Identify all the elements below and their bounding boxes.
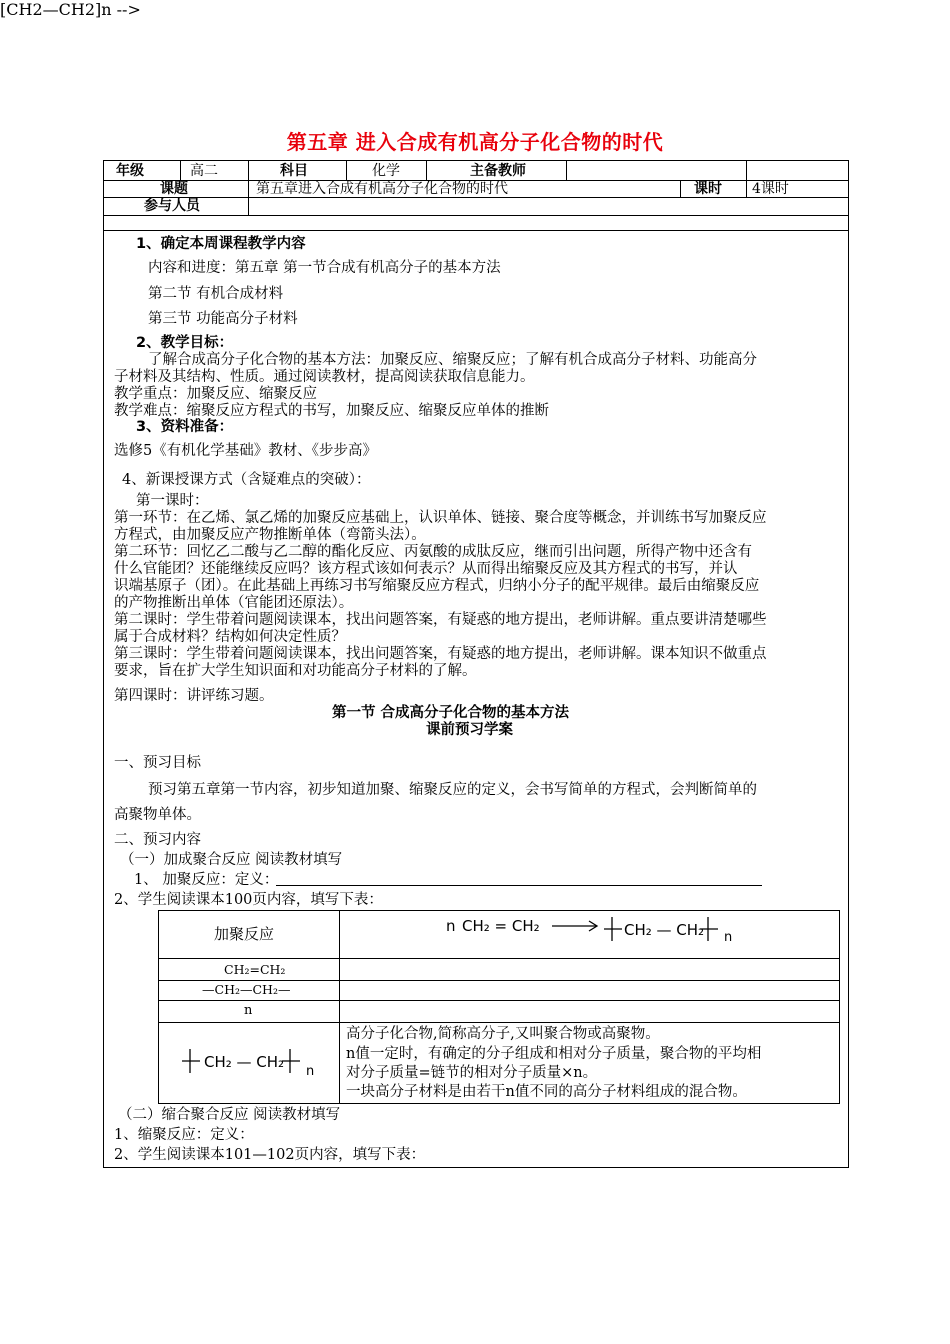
equation-polymer: CH₂ — CH₂ <box>624 921 705 939</box>
hours-value: 4课时 <box>752 181 789 197</box>
table-row-divider <box>158 1022 840 1023</box>
grid-vline <box>746 160 747 180</box>
equation-coefficient: n <box>446 917 456 935</box>
polymer-description: 高分子化合物,简称高分子,又叫聚合物或高聚物。 <box>346 1026 660 1042</box>
polymer-subscript: n <box>306 1064 315 1079</box>
table-row-label: 加聚反应 <box>214 925 275 943</box>
section-subtitle: 课前预习学案 <box>426 722 513 738</box>
subject-value: 化学 <box>372 163 400 179</box>
part1-heading: （一）加成聚合反应 阅读教材填写 <box>120 852 343 868</box>
table-row-label: CH₂=CH₂ <box>224 962 286 977</box>
section2-heading: 2、教学目标： <box>136 335 234 351</box>
section4-heading: 4、新课授课方式（含疑难点的突破）： <box>122 472 371 488</box>
preview-goal-heading: 一、预习目标 <box>114 755 201 771</box>
grid-vline <box>680 180 681 197</box>
reaction-arrow-icon <box>552 918 600 934</box>
table-row-label: —CH₂—CH₂— <box>202 982 291 997</box>
lesson-text: 第二环节：回忆乙二酸与乙二醇的酯化反应、丙氨酸的成肽反应，继而引出问题，所得产物中还含有 <box>114 544 752 560</box>
definition-blank-line <box>276 885 762 886</box>
lesson-label: 第一课时： <box>136 493 209 509</box>
part1-item: 1、 加聚反应：定义： <box>134 872 279 888</box>
grid-vline <box>746 180 747 197</box>
header-row-divider-3 <box>103 215 849 216</box>
part2-heading: （二）缩合聚合反应 阅读教材填写 <box>118 1107 341 1123</box>
topic-label: 课题 <box>160 181 188 197</box>
participants-label: 参与人员 <box>144 198 200 214</box>
equation-subscript: n <box>724 930 733 945</box>
grade-label: 年级 <box>116 163 144 179</box>
polymer-description: n值一定时，有确定的分子组成和相对分子质量，聚合物的平均相 <box>346 1046 762 1062</box>
difficult-points: 教学难点：缩聚反应方程式的书写，加聚反应、缩聚反应单体的推断 <box>114 403 549 419</box>
grid-vline <box>180 160 181 180</box>
grid-vline <box>248 160 249 180</box>
polymer-description: 对分子质量=链节的相对分子质量×n。 <box>346 1065 598 1081</box>
preview-content-heading: 二、预习内容 <box>114 832 201 848</box>
table-row-divider <box>158 958 840 959</box>
lesson-text: 第一环节：在乙烯、氯乙烯的加聚反应基础上，认识单体、链接、聚合度等概念，并训练书写加聚反应 <box>114 510 767 526</box>
lesson-text: 方程式，由加聚反应产物推断单体（弯箭头法）。 <box>114 527 426 543</box>
grid-vline <box>248 180 249 215</box>
section3-heading: 3、资料准备： <box>136 419 234 435</box>
materials-line: 选修5《有机化学基础》教材、《步步高》 <box>114 443 377 459</box>
header-row-divider-4 <box>103 230 849 231</box>
key-points: 教学重点：加聚反应、缩聚反应 <box>114 386 317 402</box>
section1-heading: 1、确定本周课程教学内容 <box>136 236 306 252</box>
subject-label: 科目 <box>280 163 308 179</box>
grid-vline <box>346 160 347 180</box>
preview-goal-text: 预习第五章第一节内容，初步知道加聚、缩聚反应的定义，会书写简单的方程式，会判断简单的 <box>148 782 757 798</box>
lesson-text: 属于合成材料？结构如何决定性质？ <box>114 629 346 645</box>
polymer-description: 一块高分子材料是由若干n值不同的高分子材料组成的混合物。 <box>346 1084 747 1100</box>
grid-vline <box>426 160 427 180</box>
section2-text: 了解合成高分子化合物的基本方法：加聚反应、缩聚反应；了解有机合成高分子材料、功能高分 <box>148 352 757 368</box>
lesson-text: 第二课时：学生带着问题阅读课本，找出问题答案，有疑惑的地方提出，老师讲解。重点要讲清楚哪些 <box>114 612 767 628</box>
document-title: 第五章 进入合成有机高分子化合物的时代 <box>286 130 664 154</box>
grade-value: 高二 <box>190 163 218 179</box>
teacher-label: 主备教师 <box>470 163 526 179</box>
part1-item: 2、学生阅读课本100页内容，填写下表： <box>114 892 383 908</box>
lesson-text: 第四课时：讲评练习题。 <box>114 688 274 704</box>
preview-goal-text: 高聚物单体。 <box>114 807 201 823</box>
table-row-divider <box>158 1000 840 1001</box>
equation-monomer: CH₂ = CH₂ <box>462 917 540 935</box>
lesson-text: 要求，旨在扩大学生知识面和对功能高分子材料的了解。 <box>114 663 477 679</box>
grid-vline <box>566 160 567 180</box>
lesson-text: 什么官能团？还能继续反应吗？该方程式该如何表示？从而得出缩聚反应及其方程式的书写，并认 <box>114 561 738 577</box>
table-column-divider <box>339 910 340 1103</box>
section1-line: 第二节 有机合成材料 <box>148 286 284 302</box>
part2-item: 1、缩聚反应：定义： <box>114 1127 254 1143</box>
part2-item: 2、学生阅读课本101—102页内容，填写下表： <box>114 1147 426 1163</box>
hours-label: 课时 <box>694 181 722 197</box>
section1-line: 第三节 功能高分子材料 <box>148 311 298 327</box>
section1-line: 内容和进度：第五章 第一节合成有机高分子的基本方法 <box>148 260 501 276</box>
lesson-text: 的产物推断出单体（官能团还原法）。 <box>114 595 354 611</box>
lesson-text: 第三课时：学生带着问题阅读课本，找出问题答案，有疑惑的地方提出，老师讲解。课本知识不做重点 <box>114 646 767 662</box>
section2-text: 子材料及其结构、性质。通过阅读教材，提高阅读获取信息能力。 <box>114 369 535 385</box>
lesson-text: 识端基原子（团）。在此基础上再练习书写缩聚反应方程式，归纳小分子的配平规律。最后由缩聚反应 <box>114 578 760 594</box>
table-row-label: n <box>244 1003 253 1018</box>
topic-value: 第五章进入合成有机高分子化合物的时代 <box>256 181 508 197</box>
polymer-structure: CH₂ — CH₂ <box>204 1053 285 1071</box>
section-title: 第一节 合成高分子化合物的基本方法 <box>332 705 570 721</box>
